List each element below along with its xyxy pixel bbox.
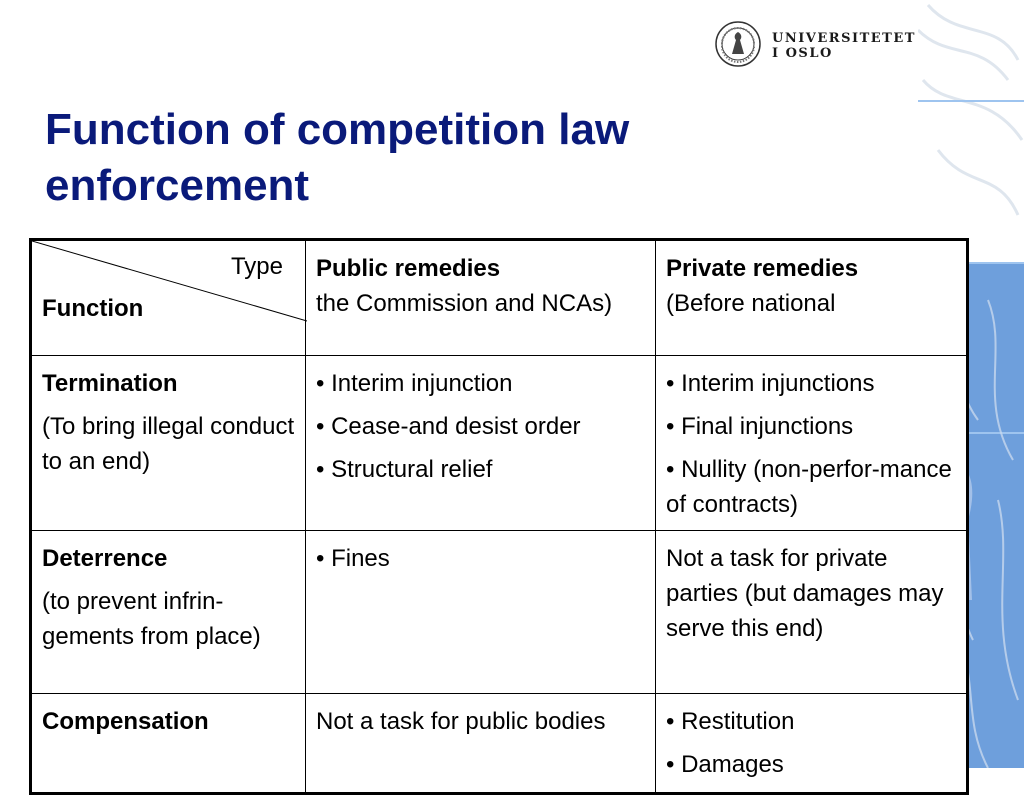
table-row xyxy=(31,694,968,794)
diagonal-header-cell xyxy=(31,240,306,356)
deterrence-private-cell xyxy=(656,531,968,694)
function-deterrence: Deterrence xyxy=(42,545,168,572)
university-seal-icon xyxy=(714,20,762,68)
public-remedies-note: the Commission and NCAs) xyxy=(316,290,613,317)
header-type-label: Type xyxy=(230,253,283,280)
table-header-row xyxy=(31,240,968,356)
table-row xyxy=(31,531,968,694)
list-item: • Damages xyxy=(666,751,784,778)
private-remedies-note: (Before national xyxy=(666,290,836,317)
compensation-private-cell xyxy=(656,694,968,794)
university-logo xyxy=(714,20,914,70)
slide-title: Function of competition law enforcement xyxy=(45,105,630,210)
table-row xyxy=(31,356,968,531)
function-termination-desc: (To bring illegal conduct to an end) xyxy=(42,413,295,475)
deterrence-private-text: Not a task for private parties (but damages may serve this end) xyxy=(666,545,944,642)
function-deterrence-desc: (to prevent infrin-gements from place) xyxy=(42,588,261,650)
function-compensation: Compensation xyxy=(42,708,209,735)
compensation-cell xyxy=(31,694,306,794)
logo-line-2: I OSLO xyxy=(772,46,833,61)
list-item: • Interim injunctions xyxy=(666,370,875,397)
public-remedies-heading: Public remedies xyxy=(316,255,501,282)
termination-public-cell xyxy=(306,356,656,531)
header-function-label: Function xyxy=(42,295,144,322)
list-item: • Final injunctions xyxy=(666,413,854,440)
list-item: • Nullity (non-perfor-mance of contracts) xyxy=(666,456,952,518)
termination-cell xyxy=(31,356,306,531)
header-private-remedies xyxy=(656,240,968,356)
list-item: • Cease-and desist order xyxy=(316,413,581,440)
deterrence-public-cell xyxy=(306,531,656,694)
list-item: • Restitution xyxy=(666,708,795,735)
remedies-table xyxy=(29,238,969,795)
list-item: • Fines xyxy=(316,545,390,572)
private-remedies-heading: Private remedies xyxy=(666,255,859,282)
logo-line-1: UNIVERSITETET xyxy=(772,31,916,46)
deterrence-cell xyxy=(31,531,306,694)
list-item: • Structural relief xyxy=(316,456,493,483)
compensation-public-text: Not a task for public bodies xyxy=(316,708,606,735)
compensation-public-cell xyxy=(306,694,656,794)
list-item: • Interim injunction xyxy=(316,370,513,397)
header-public-remedies xyxy=(306,240,656,356)
termination-private-cell xyxy=(656,356,968,531)
function-termination: Termination xyxy=(42,370,178,397)
